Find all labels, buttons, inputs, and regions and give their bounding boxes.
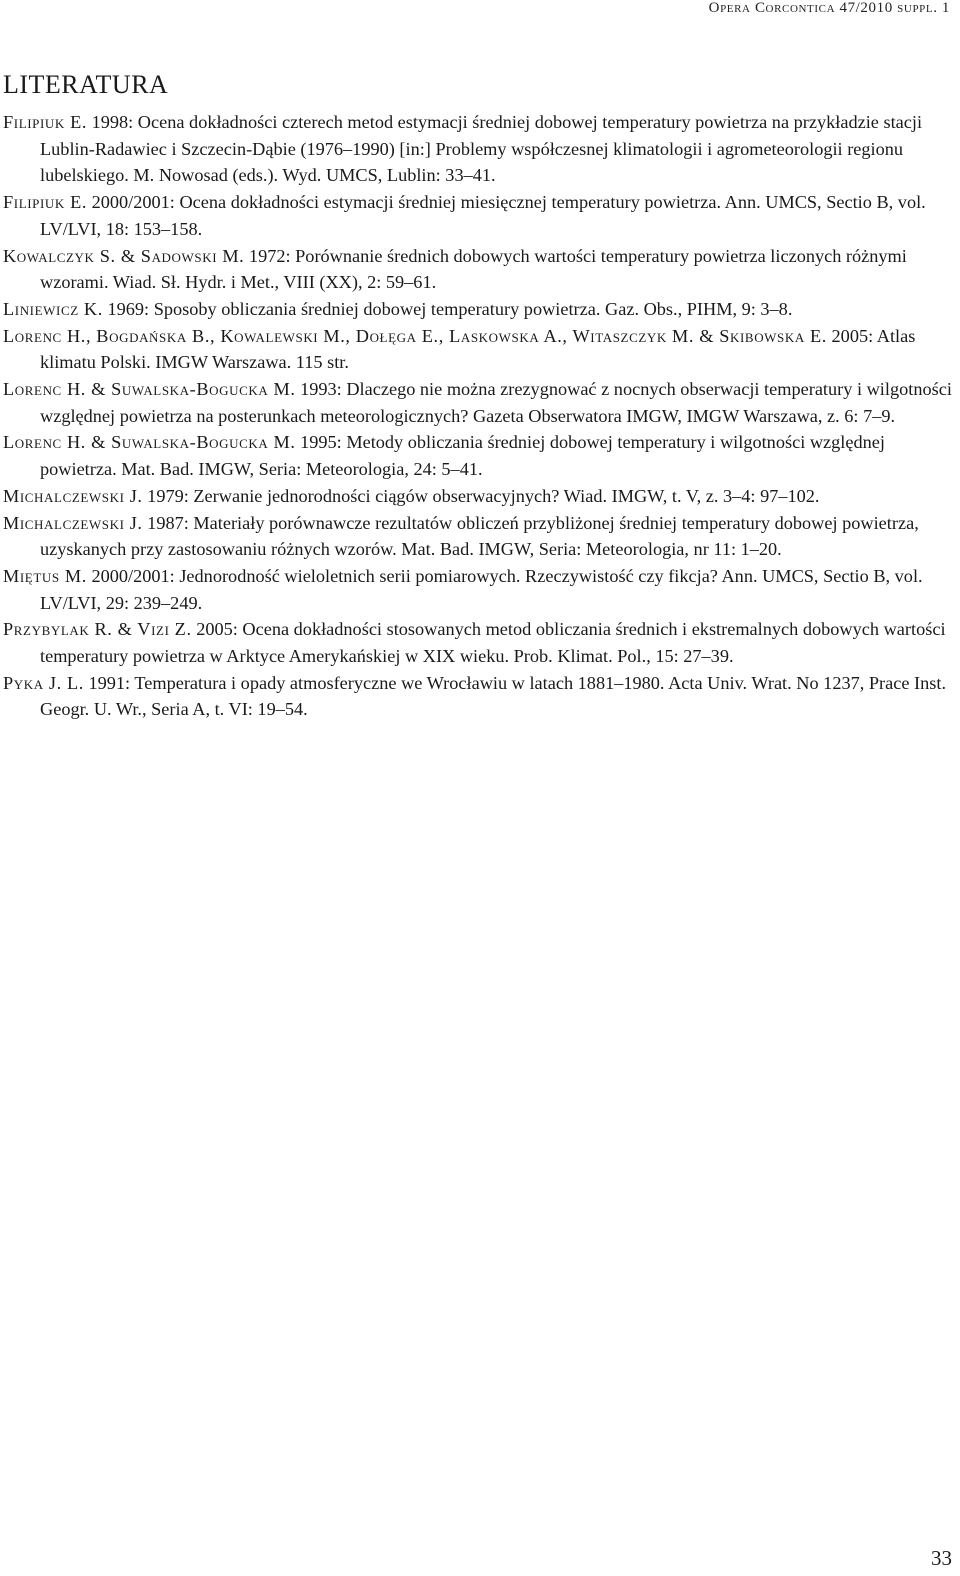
reference-text: 1987: Materiały porównawcze rezultatów obliczeń przybliżonej średniej temperatury dobowej powietrza, uzyskanych przy zastosowaniu różnych wzorów. Mat. Bad. IMGW, Seria: Meteorologia, nr 11: 1–20. <box>40 512 919 560</box>
reference-text: 2005: Ocena dokładności stosowanych metod obliczania średnich i ekstremalnych dobowych wartości temperatury powietrza w Arktyce Amerykańskiej w XIX wieku. Prob. Klimat. Pol., 15: 27–39. <box>40 619 946 667</box>
reference-entry <box>3 483 953 510</box>
reference-authors: Lorenc H., Bogdańska B., Kowalewski M., Dołęga E., Laskowska A., Witaszczyk M. & Skibowska E. <box>3 325 827 346</box>
reference-text: 1998: Ocena dokładności czterech metod estymacji średniej dobowej temperatury powietrza na przykładzie stacji Lublin-Radawiec i Szczecin-Dąbie (1976–1990) [in:] Problemy współczesnej klimatologii i agrometeorologii regionu lubelskiego. M. Nowosad (eds.). Wyd. UMCS, Lublin: 33–41. <box>40 112 923 186</box>
reference-entry <box>3 189 953 242</box>
reference-text: 2000/2001: Jednorodność wieloletnich serii pomiarowych. Rzeczywistość czy fikcja? Ann. UMCS, Sectio B, vol. LV/LVI, 29: 239–249. <box>40 565 923 613</box>
reference-authors: Kowalczyk S. & Sadowski M. <box>3 245 245 266</box>
reference-authors: Przybylak R. & Vizi Z. <box>3 619 192 640</box>
reference-entry <box>3 376 953 429</box>
reference-entry <box>3 510 953 563</box>
reference-authors: Lorenc H. & Suwalska-Bogucka M. <box>3 432 296 453</box>
reference-authors: Miętus M. <box>3 565 87 586</box>
reference-entry <box>3 563 953 616</box>
reference-entry <box>3 323 953 376</box>
reference-authors: Filipiuk E. <box>3 192 88 213</box>
reference-entry <box>3 670 953 723</box>
reference-authors: Liniewicz K. <box>3 298 103 319</box>
reference-text: 2005: Atlas klimatu Polski. IMGW Warszawa. 115 str. <box>40 325 916 373</box>
reference-text: 1969: Sposoby obliczania średniej dobowej temperatury powietrza. Gaz. Obs., PIHM, 9: 3–8. <box>102 298 793 319</box>
reference-authors: Michalczewski J. <box>3 512 143 533</box>
running-header: Opera Corcontica 47/2010 suppl. 1 <box>708 0 950 16</box>
reference-entry <box>3 243 953 296</box>
reference-text: 1979: Zerwanie jednorodności ciągów obserwacyjnych? Wiad. IMGW, t. V, z. 3–4: 97–102. <box>142 485 820 506</box>
reference-text: 1991: Temperatura i opady atmosferyczne we Wrocławiu w latach 1881–1980. Acta Univ. Wrat. No 1237, Prace Inst. Geogr. U. Wr., Seria A, t. VI: 19–54. <box>40 672 947 720</box>
reference-authors: Filipiuk E. <box>3 112 88 132</box>
reference-authors: Michalczewski J. <box>3 485 143 506</box>
reference-text: 2000/2001: Ocena dokładności estymacji średniej miesięcznej temperatury powietrza. Ann. UMCS, Sectio B, vol. LV/LVI, 18: 153–158. <box>40 192 926 239</box>
section-title: LITERATURA <box>3 70 169 99</box>
reference-list <box>3 109 953 723</box>
reference-entry <box>3 429 953 482</box>
reference-text: 1995: Metody obliczania średniej dobowej temperatury i wilgotności względnej powietrza. Mat. Bad. IMGW, Seria: Meteorologia, 24: 5–41. <box>40 432 885 480</box>
reference-authors: Lorenc H. & Suwalska-Bogucka M. <box>3 379 296 400</box>
reference-entry <box>3 616 953 669</box>
reference-text: 1993: Dlaczego nie można zrezygnować z nocnych obserwacji temperatury i wilgotności względnej powietrza na posterunkach meteorologicznych? Gazeta Obserwatora IMGW, IMGW Warszawa, z. 6: 7–9. <box>40 379 952 426</box>
reference-text: 1972: Porównanie średnich dobowych wartości temperatury powietrza liczonych różnymi wzorami. Wiad. Sł. Hydr. i Met., VIII (XX), 2: 59–61. <box>40 245 907 293</box>
reference-authors: Pyka J. L. <box>3 672 84 693</box>
reference-entry <box>3 109 953 189</box>
reference-entry <box>3 296 953 323</box>
page-number: 33 <box>931 1546 952 1570</box>
